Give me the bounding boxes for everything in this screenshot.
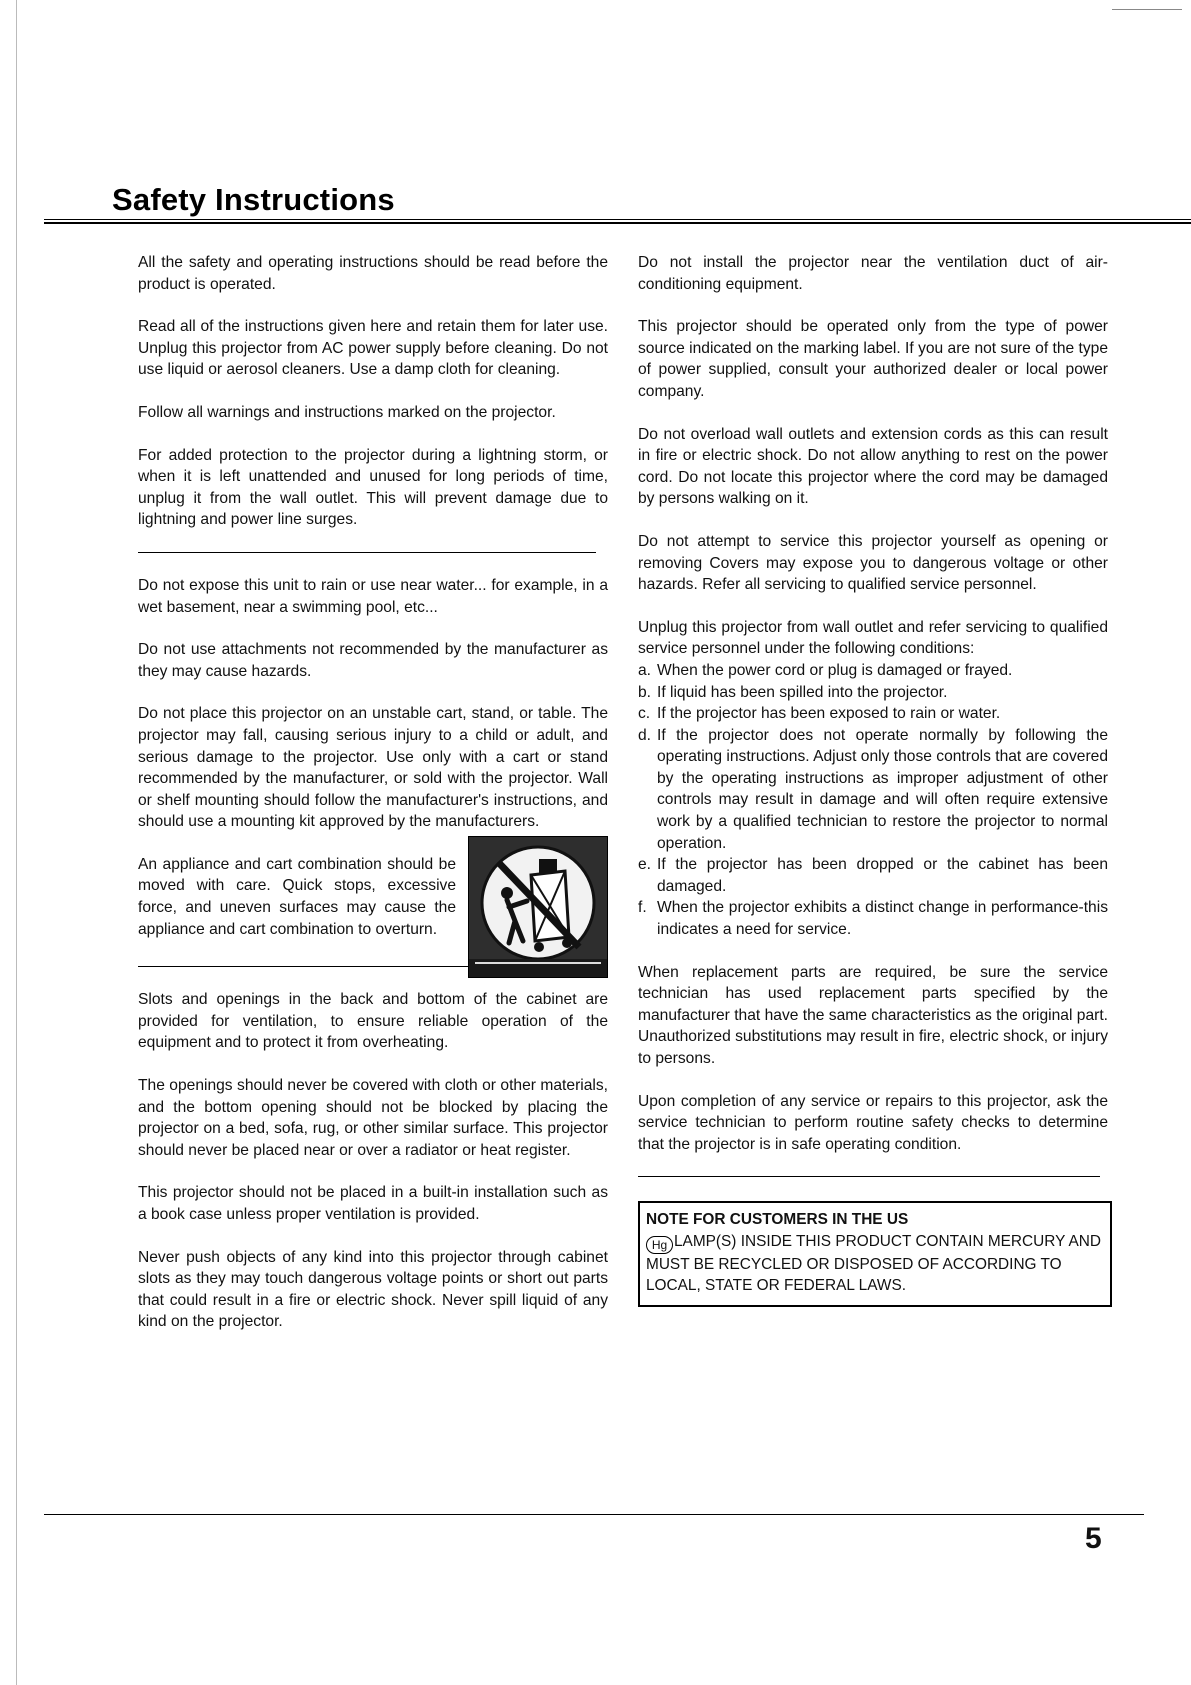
title-rule-thick	[44, 222, 1191, 224]
list-item: e. If the projector has been dropped or the cabinet has been damaged.	[638, 856, 1108, 895]
paragraph: For added protection to the projector during a lightning storm, or when it is left unattended and unused for long periods of time, unplug it from the wall outlet. This will prevent damage due to lightning and power line surges.	[138, 446, 608, 529]
paragraph: Unplug this projector from wall outlet and refer servicing to qualified service personnel under the following conditions:	[638, 618, 1108, 658]
paragraph: Do not overload wall outlets and extension cords as this can result in fire or electric shock. Do not allow anything to rest on the power cord. Do not locate this projector where the cord may be damaged by persons walking on it.	[638, 425, 1108, 508]
cart-tip-over-warning-icon	[468, 836, 608, 978]
section-divider	[138, 552, 596, 553]
page-number: 5	[1085, 1522, 1102, 1555]
scan-edge-line	[16, 0, 17, 1685]
notice-title: NOTE FOR CUSTOMERS IN THE US	[646, 1211, 909, 1229]
list-item: b. If liquid has been spilled into the projector.	[638, 683, 948, 701]
cart-warning-paragraph	[138, 854, 608, 940]
paragraph: Never push objects of any kind into this projector through cabinet slots as they may touch dangerous voltage points or short out parts that could result in a fire or electric shock. Never spill liquid of any kind on the projector.	[138, 1248, 608, 1331]
paragraph: Do not expose this unit to rain or use near water... for example, in a wet basement, near a swimming pool, etc...	[138, 576, 608, 616]
paragraph: Do not use attachments not recommended by the manufacturer as they may cause hazards.	[138, 641, 608, 680]
right-column	[638, 252, 1108, 1307]
scan-mark	[1112, 9, 1182, 10]
left-column	[138, 252, 608, 1354]
paragraph: This projector should be operated only from the type of power source indicated on the marking label. If you are not sure of the type of power supplied, consult your authorized dealer or local power company.	[638, 318, 1108, 400]
service-conditions-list	[638, 660, 1108, 941]
paragraph: Read all of the instructions given here and retain them for later use. Unplug this projector from AC power supply before cleaning. Do not use liquid or aerosol cleaners. Use a damp cloth for cleaning.	[138, 318, 608, 379]
paragraph: Follow all warnings and instructions marked on the projector.	[138, 403, 556, 421]
footer-rule	[44, 1514, 1144, 1515]
list-item: f. When the projector exhibits a distinct change in performance-this indicates a need for service.	[638, 899, 1108, 939]
list-item: a. When the power cord or plug is damaged or frayed.	[638, 661, 1013, 679]
paragraph: All the safety and operating instructions should be read before the product is operated.	[138, 254, 608, 293]
mercury-notice-box	[638, 1201, 1112, 1307]
paragraph: This projector should not be placed in a built-in installation such as a book case unless proper ventilation is provided.	[138, 1184, 608, 1223]
paragraph: Do not place this projector on an unstable cart, stand, or table. The projector may fall, causing serious injury to a child or adult, and serious damage to the projector. Use only with a cart or stand recommended by the manufacturer, or sold with the projector. Wall or shelf mounting should follow the manufacturer's instructions, and should use a mounting kit approved by the manufacturers.	[138, 705, 608, 831]
paragraph: Do not install the projector near the ventilation duct of air-conditioning equipment.	[638, 254, 1108, 293]
paragraph: The openings should never be covered with cloth or other materials, and the bottom opening should not be blocked by placing the projector on a bed, sofa, rug, or other similar surface. This projector should never be placed near or over a radiator or heat register.	[138, 1077, 608, 1159]
paragraph: Do not attempt to service this projector yourself as opening or removing Covers may expose you to dangerous voltage or other hazards. Refer all servicing to qualified service personnel.	[638, 532, 1108, 594]
notice-body: LAMP(S) INSIDE THIS PRODUCT CONTAIN MERCURY AND MUST BE RECYCLED OR DISPOSED OF ACCORDING TO LOCAL, STATE OR FEDERAL LAWS.	[646, 1232, 1102, 1295]
paragraph: Upon completion of any service or repairs to this projector, ask the service technician to perform routine safety checks to determine that the projector is in safe operating condition.	[638, 1092, 1108, 1153]
section-divider	[638, 1176, 1100, 1177]
list-item: c. If the projector has been exposed to rain or water.	[638, 705, 1001, 723]
mercury-hg-icon: Hg	[646, 1236, 673, 1254]
list-item: d. If the projector does not operate normally by following the operating instructions. Adjust only those controls that are covered by the operating instructions as improper adjustment of other controls may result in damage and will often require extensive work by a qualified technician to restore the projector to normal operation.	[638, 726, 1108, 852]
title-rule-thin	[44, 219, 1191, 220]
page-title: Safety Instructions	[112, 182, 395, 217]
paragraph: An appliance and cart combination should be moved with care. Quick stops, excessive force, and uneven surfaces may cause the appliance and cart combination to overturn.	[138, 855, 456, 938]
paragraph: When replacement parts are required, be sure the service technician has used replacement parts specified by the manufacturer that have the same characteristics as the original part. Unauthorized substitutions may result in fire, electric shock, or injury to persons.	[638, 963, 1108, 1067]
paragraph: Slots and openings in the back and bottom of the cabinet are provided for ventilation, to ensure reliable operation of the equipment and to protect it from overheating.	[138, 991, 608, 1052]
